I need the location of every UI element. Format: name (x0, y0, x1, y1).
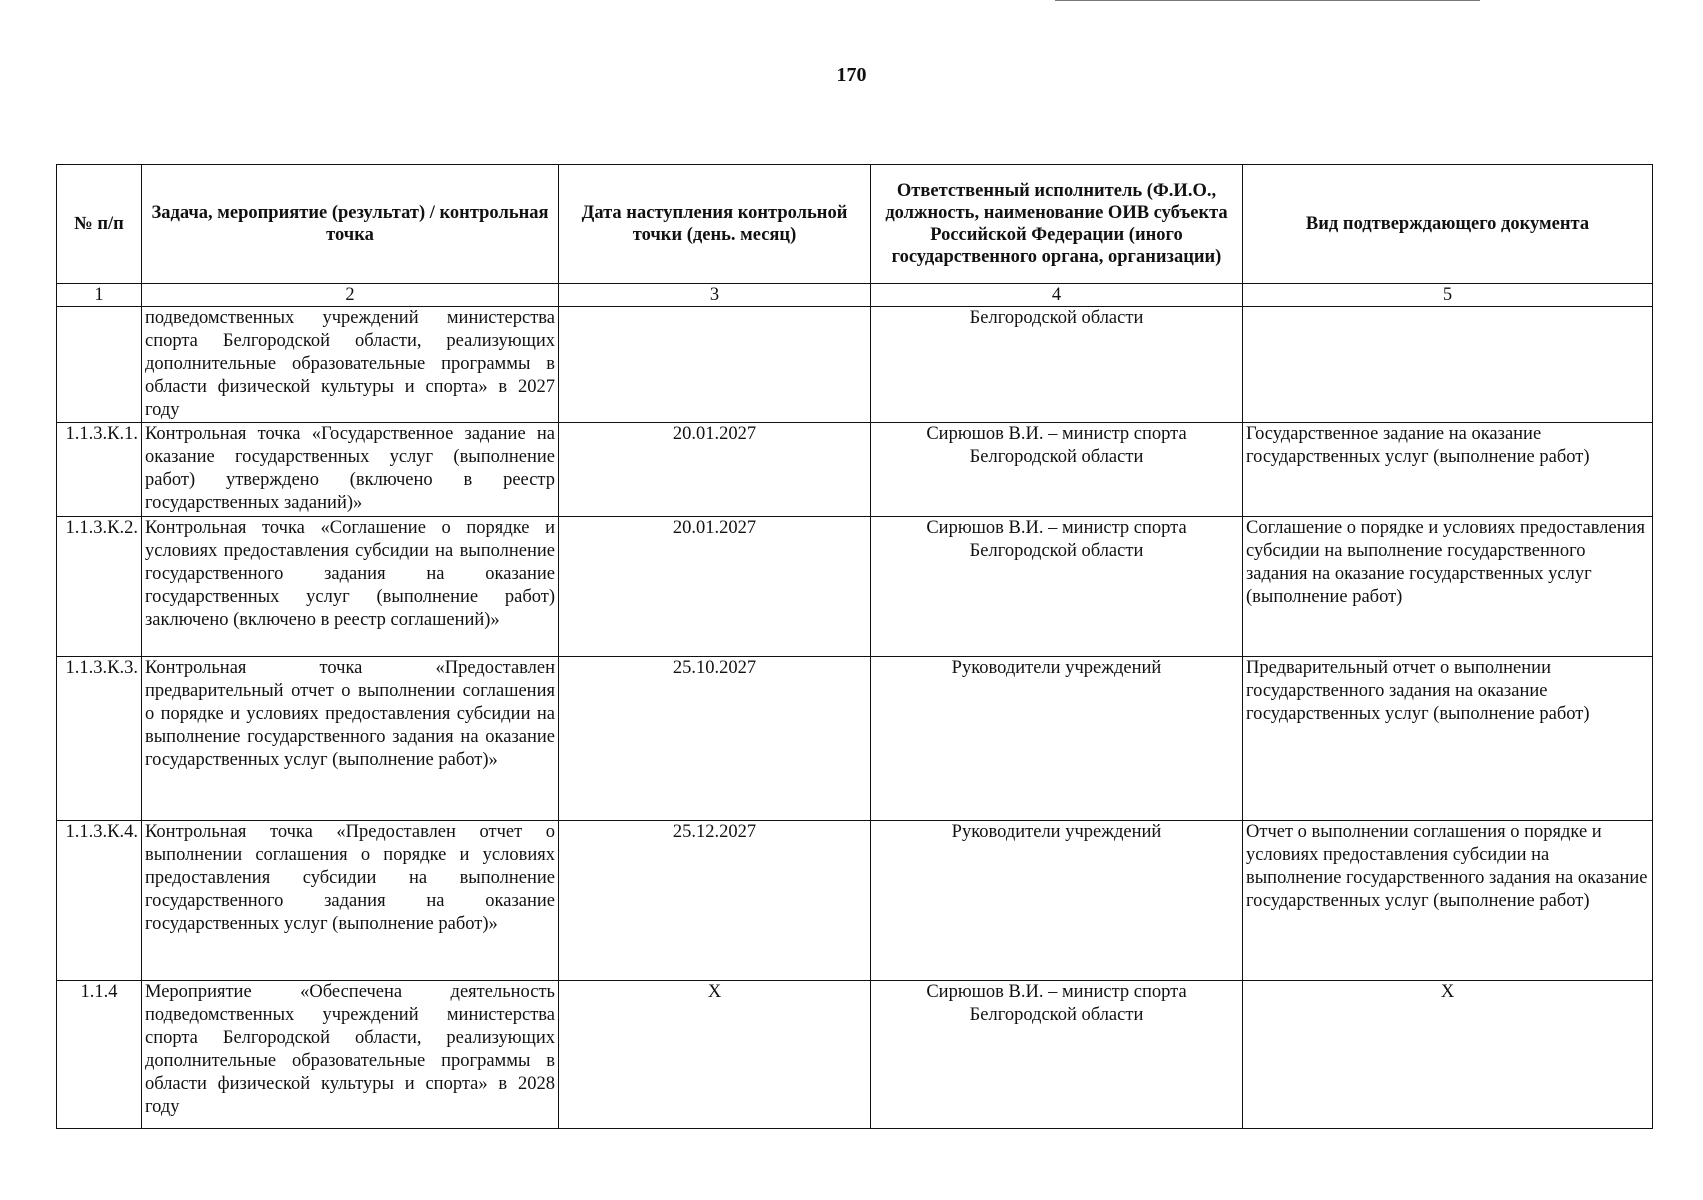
table-row (57, 517, 1653, 657)
row-number: 1.1.4 (57, 981, 142, 1129)
table-row (57, 981, 1653, 1129)
date-cell: Х (559, 981, 871, 1129)
row-number: 1.1.3.К.2. (57, 517, 142, 657)
column-index: 1 (57, 284, 142, 307)
task-cell: Мероприятие «Обеспечена деятельность подведомственных учреждений министерства спорта Белгородской области, реализующих дополнительные образовательные программы в области физической культуры и спорта» в 2028 году (142, 981, 559, 1129)
document-cell (1243, 307, 1653, 423)
table-row (57, 423, 1653, 517)
document-cell: Соглашение о порядке и условиях предоставления субсидии на выполнение государственного задания на оказание государственных услуг (выполнение работ) (1243, 517, 1653, 657)
column-index: 5 (1243, 284, 1653, 307)
header-task: Задача, мероприятие (результат) / контрольная точка (142, 165, 559, 284)
header-number: № п/п (57, 165, 142, 284)
date-cell: 25.12.2027 (559, 821, 871, 981)
task-cell: Контрольная точка «Предоставлен отчет о выполнении соглашения о порядке и условиях предоставления субсидии на выполнение государственного задания на оказание государственных услуг (выполнение работ)» (142, 821, 559, 981)
responsible-cell: Руководители учреждений (871, 657, 1243, 821)
date-cell: 20.01.2027 (559, 517, 871, 657)
table-row (57, 307, 1653, 423)
responsible-cell: Сирюшов В.И. – министр спорта Белгородской области (871, 423, 1243, 517)
header-row (57, 165, 1653, 284)
header-date: Дата наступления контрольной точки (день. месяц) (559, 165, 871, 284)
row-number: 1.1.3.К.3. (57, 657, 142, 821)
responsible-cell: Сирюшов В.И. – министр спорта Белгородской области (871, 981, 1243, 1129)
control-points-table (56, 164, 1653, 1129)
responsible-cell: Сирюшов В.И. – министр спорта Белгородской области (871, 517, 1243, 657)
header-responsible: Ответственный исполнитель (Ф.И.О., должность, наименование ОИВ субъекта Российской Федерации (иного государственного органа, организации) (871, 165, 1243, 284)
task-cell: Контрольная точка «Предоставлен предварительный отчет о выполнении соглашения о порядке и условиях предоставления субсидии на выполнение государственного задания на оказание государственных услуг (выполнение работ)» (142, 657, 559, 821)
date-cell (559, 307, 871, 423)
column-index: 2 (142, 284, 559, 307)
column-index-row (57, 284, 1653, 307)
responsible-cell: Руководители учреждений (871, 821, 1243, 981)
task-cell: подведомственных учреждений министерства спорта Белгородской области, реализующих дополнительные образовательные программы в области физической культуры и спорта» в 2027 году (142, 307, 559, 423)
date-cell: 20.01.2027 (559, 423, 871, 517)
task-cell: Контрольная точка «Государственное задание на оказание государственных услуг (выполнение работ) утверждено (включено в реестр государственных заданий)» (142, 423, 559, 517)
header-document: Вид подтверждающего документа (1243, 165, 1653, 284)
responsible-cell: Белгородской области (871, 307, 1243, 423)
document-cell: Государственное задание на оказание государственных услуг (выполнение работ) (1243, 423, 1653, 517)
document-cell: Предварительный отчет о выполнении государственного задания на оказание государственных услуг (выполнение работ) (1243, 657, 1653, 821)
top-edge-line (1055, 0, 1480, 1)
document-cell: Отчет о выполнении соглашения о порядке и условиях предоставления субсидии на выполнение государственного задания на оказание государственных услуг (выполнение работ) (1243, 821, 1653, 981)
column-index: 3 (559, 284, 871, 307)
task-cell: Контрольная точка «Соглашение о порядке и условиях предоставления субсидии на выполнение государственного задания на оказание государственных услуг (выполнение работ) заключено (включено в реестр соглашений)» (142, 517, 559, 657)
date-cell: 25.10.2027 (559, 657, 871, 821)
row-number: 1.1.3.К.1. (57, 423, 142, 517)
table-row (57, 821, 1653, 981)
page-number: 170 (836, 64, 867, 86)
row-number: 1.1.3.К.4. (57, 821, 142, 981)
column-index: 4 (871, 284, 1243, 307)
document-cell: Х (1243, 981, 1653, 1129)
row-number (57, 307, 142, 423)
table-row (57, 657, 1653, 821)
